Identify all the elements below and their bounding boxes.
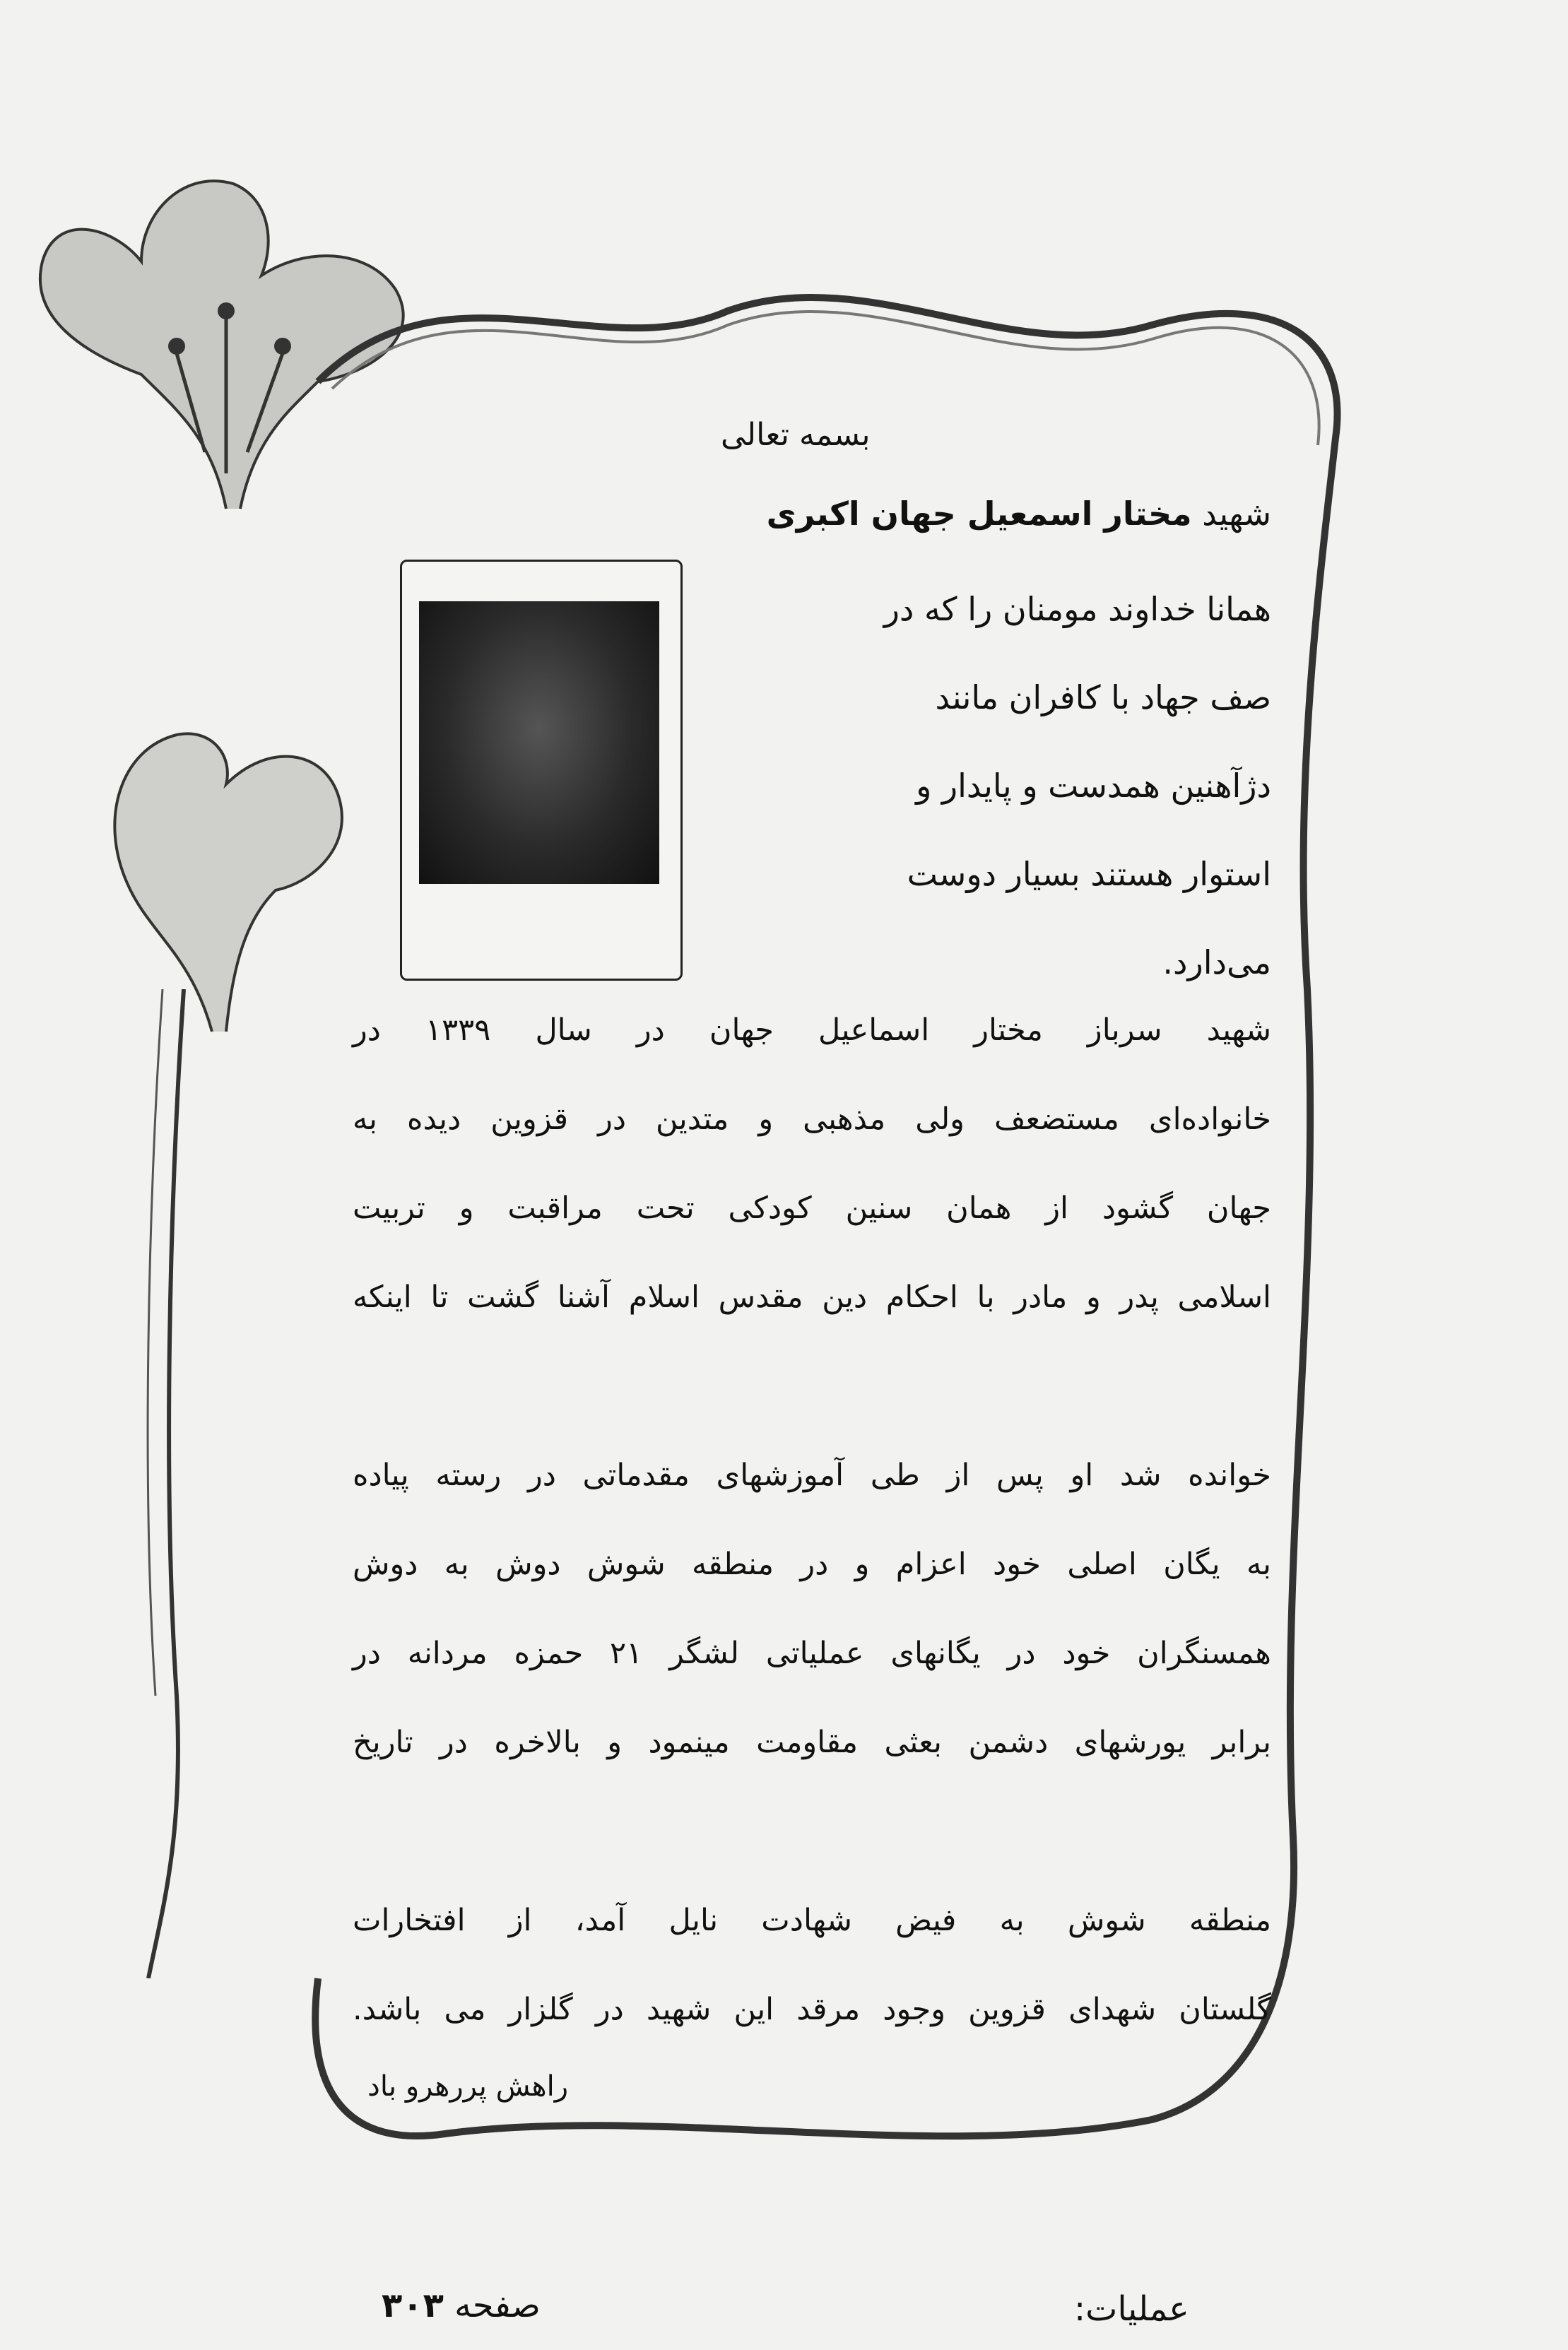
page-title	[767, 495, 1271, 533]
body-line: اسلامی پدر و مادر با احکام دین مقدس اسلام آشنا گشت تا اینکه	[353, 1280, 1271, 1315]
basmala: بسمه تعالی	[721, 417, 871, 453]
portrait-photo	[400, 560, 683, 981]
page-number: ۳۰۳	[382, 2286, 444, 2325]
intro-paragraph	[819, 565, 1271, 1007]
body-line: خوانده شد او پس از طی آموزشهای مقدماتی در رسته پیاده	[353, 1458, 1271, 1493]
body-line: جهان گشود از همان سنین کودکی تحت مراقبت و تربیت	[353, 1191, 1271, 1226]
intro-line: همانا خداوند مومنان را که در	[883, 590, 1271, 628]
operations-label: عملیات:	[1074, 2289, 1189, 2329]
body-line: خانواده‌ای مستضعف ولی مذهبی و متدین در قزوین دیده به	[353, 1102, 1271, 1137]
portrait-image	[419, 601, 659, 884]
intro-line: استوار هستند بسیار دوست	[907, 855, 1271, 893]
body-line	[353, 1342, 1271, 1431]
intro-line: دژآهنین همدست و پایدار و	[916, 767, 1271, 805]
body-line: شهید سرباز مختار اسماعیل جهان در سال ۱۳۳۹ در	[353, 1012, 1271, 1048]
body-line: به یگان اصلی خود اعزام و در منطقه شوش دوش به دوش	[353, 1547, 1271, 1582]
body-line: برابر یورشهای دشمن بعثی مقاومت مینمود و بالاخره در تاریخ	[353, 1725, 1271, 1760]
flower-stem	[120, 989, 233, 1978]
body-line: همسنگران خود در یگانهای عملیاتی لشگر ۲۱ حمزه مردانه در	[353, 1636, 1271, 1671]
page-label: صفحه	[454, 2286, 541, 2325]
martyr-name: مختار اسمعیل جهان اکبری	[766, 495, 1192, 533]
body-line	[353, 1787, 1271, 1876]
body-line: گلستان شهدای قزوین وجود مرقد این شهید در گلزار می باشد.	[353, 1992, 1271, 2027]
body-line: منطقه شوش به فیض شهادت نایل آمد، از افتخارات	[353, 1903, 1271, 1938]
signoff: راهش پررهرو باد	[367, 2070, 569, 2103]
title-prefix: شهید	[1202, 495, 1271, 533]
page-footer	[297, 2286, 541, 2325]
biography-text	[353, 986, 1271, 2054]
intro-line: صف جهاد با کافران مانند	[935, 678, 1271, 716]
intro-line: می‌دارد.	[1162, 943, 1271, 981]
